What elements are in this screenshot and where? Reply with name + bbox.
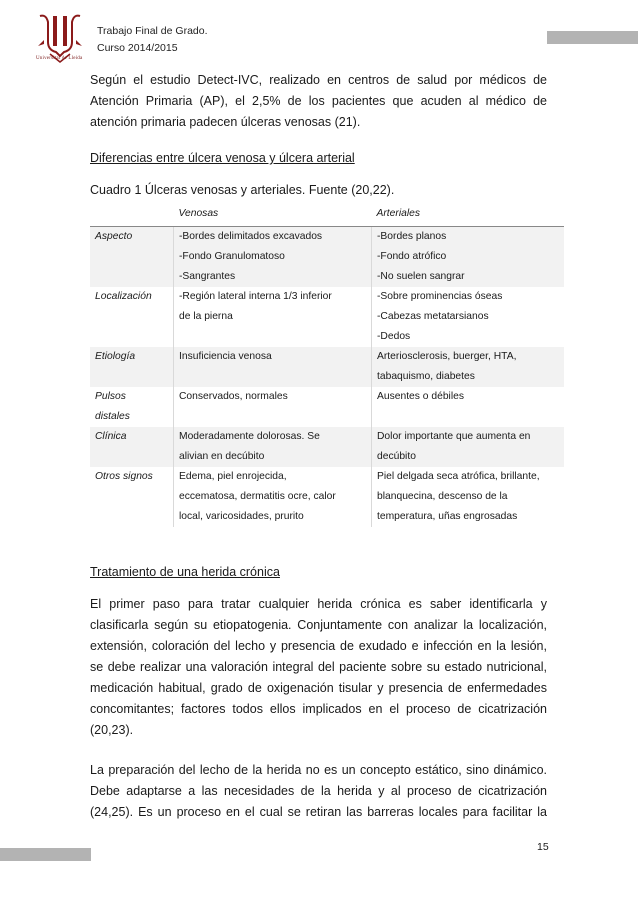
cell-text-line: Ausentes o débiles	[377, 391, 465, 402]
section-heading-differences: Diferencias entre úlcera venosa y úlcera arterial	[90, 151, 355, 165]
paragraph-line: Debe adaptarse a las necesidades de la herida y al proceso de cicatrización	[90, 784, 547, 798]
treatment-paragraph-2	[90, 760, 547, 823]
table-caption: Cuadro 1 Úlceras venosas y arteriales. Fuente (20,22).	[90, 183, 395, 197]
row-label-cell	[90, 347, 174, 387]
cell-text-line: Edema, piel enrojecida,	[179, 471, 287, 482]
header-decor-bar	[547, 31, 638, 44]
table-header-row	[90, 204, 564, 227]
row-label-cell	[90, 467, 174, 527]
arteriales-cell	[372, 347, 565, 387]
cell-text-line: Piel delgada seca atrófica, brillante,	[377, 471, 540, 482]
cell-text-line: -Bordes delimitados excavados	[179, 231, 323, 242]
cell-text-line: Otros signos	[95, 471, 153, 482]
header-title: Trabajo Final de Grado.	[97, 25, 208, 37]
cell-text-line: decúbito	[377, 451, 416, 462]
cell-text-line: -Fondo atrófico	[377, 251, 447, 262]
table-header-empty	[90, 204, 174, 227]
cell-text-line: -Cabezas metatarsianos	[377, 311, 489, 322]
paragraph-line: se debe realizar una valoración integral del paciente sobre su estado nutricional,	[90, 660, 547, 674]
table-row	[90, 287, 564, 347]
venosas-cell	[174, 427, 372, 467]
row-label-cell	[90, 427, 174, 467]
intro-paragraph	[90, 70, 547, 133]
venosas-cell	[174, 227, 372, 288]
footer-decor-bar	[0, 848, 91, 861]
paragraph-line: El primer paso para tratar cualquier herida crónica es saber identificarla y	[90, 597, 547, 611]
cell-text-line: Localización	[95, 291, 152, 302]
arteriales-cell	[372, 287, 565, 347]
row-label-cell	[90, 387, 174, 427]
cell-text-line: Insuficiencia venosa	[179, 351, 272, 362]
cell-text-line: Aspecto	[95, 231, 133, 242]
paragraph-line: clasificarla según su etiopatogenia. Conjuntamente con analizar la localización,	[90, 618, 547, 632]
cell-text-line: -Sangrantes	[179, 271, 236, 282]
section-heading-treatment: Tratamiento de una herida crónica	[90, 565, 280, 579]
cell-text-line: Etiología	[95, 351, 136, 362]
paragraph-line: extensión, coloración del lecho y presencia de exudado e infección en la lesión,	[90, 639, 547, 653]
cell-text-line: alivian en decúbito	[179, 451, 265, 462]
row-label-cell	[90, 287, 174, 347]
cell-text-line: Conservados, normales	[179, 391, 288, 402]
cell-text-line: eccematosa, dermatitis ocre, calor	[179, 491, 336, 502]
cell-text-line: distales	[95, 411, 130, 422]
venosas-cell	[174, 287, 372, 347]
intro-line: atención primaria padecen úlceras venosas (21).	[90, 115, 361, 129]
venosas-cell	[174, 467, 372, 527]
cell-text-line: local, varicosidades, prurito	[179, 511, 304, 522]
cell-text-line: blanquecina, descenso de la	[377, 491, 508, 502]
logo-caption: Universitat de Lleida	[36, 56, 83, 61]
cell-text-line: Pulsos	[95, 391, 126, 402]
intro-line: Atención Primaria (AP), el 2,5% de los pacientes que acuden al médico de	[90, 94, 547, 108]
table-header-venosas: Venosas	[178, 208, 219, 219]
cell-text-line: Moderadamente dolorosas. Se	[179, 431, 320, 442]
cell-text-line: -Fondo Granulomatoso	[179, 251, 285, 262]
cell-text-line: -Bordes planos	[377, 231, 447, 242]
header-course: Curso 2014/2015	[97, 42, 178, 54]
arteriales-cell	[372, 387, 565, 427]
cell-text-line: Dolor importante que aumenta en	[377, 431, 531, 442]
table-row	[90, 347, 564, 387]
cell-text-line: temperatura, uñas engrosadas	[377, 511, 518, 522]
treatment-paragraph-1	[90, 594, 547, 741]
page-number: 15	[537, 841, 549, 853]
ulcer-comparison-table	[90, 204, 564, 527]
cell-text-line: Arteriosclerosis, buerger, HTA,	[377, 351, 517, 362]
cell-text-line: de la pierna	[179, 311, 233, 322]
intro-line: Según el estudio Detect-IVC, realizado en centros de salud por médicos de	[90, 73, 547, 87]
paragraph-line: (24,25). Es un proceso en el cual se retiran las barreras locales para facilitar la	[90, 805, 547, 819]
table-row	[90, 387, 564, 427]
cell-text-line: -Región lateral interna 1/3 inferior	[179, 291, 332, 302]
arteriales-cell	[372, 467, 565, 527]
venosas-cell	[174, 347, 372, 387]
table-row	[90, 227, 564, 288]
table-header-arteriales: Arteriales	[376, 208, 420, 219]
arteriales-cell	[372, 227, 565, 288]
venosas-cell	[174, 387, 372, 427]
table-row	[90, 467, 564, 527]
cell-text-line: Clínica	[95, 431, 127, 442]
paragraph-line: La preparación del lecho de la herida no es un concepto estático, sino dinámico.	[90, 763, 547, 777]
row-label-cell	[90, 227, 174, 288]
paragraph-line: medicación habitual, grado de oxigenación tisular y presencia de enfermedades	[90, 681, 547, 695]
cell-text-line: tabaquismo, diabetes	[377, 371, 475, 382]
table-row	[90, 427, 564, 467]
arteriales-cell	[372, 427, 565, 467]
paragraph-line: (20,23).	[90, 723, 134, 737]
cell-text-line: -Dedos	[377, 331, 411, 342]
cell-text-line: -Sobre prominencias óseas	[377, 291, 503, 302]
paragraph-line: concomitantes; factores todos ellos implicados en el proceso de cicatrización	[90, 702, 547, 716]
cell-text-line: -No suelen sangrar	[377, 271, 465, 282]
